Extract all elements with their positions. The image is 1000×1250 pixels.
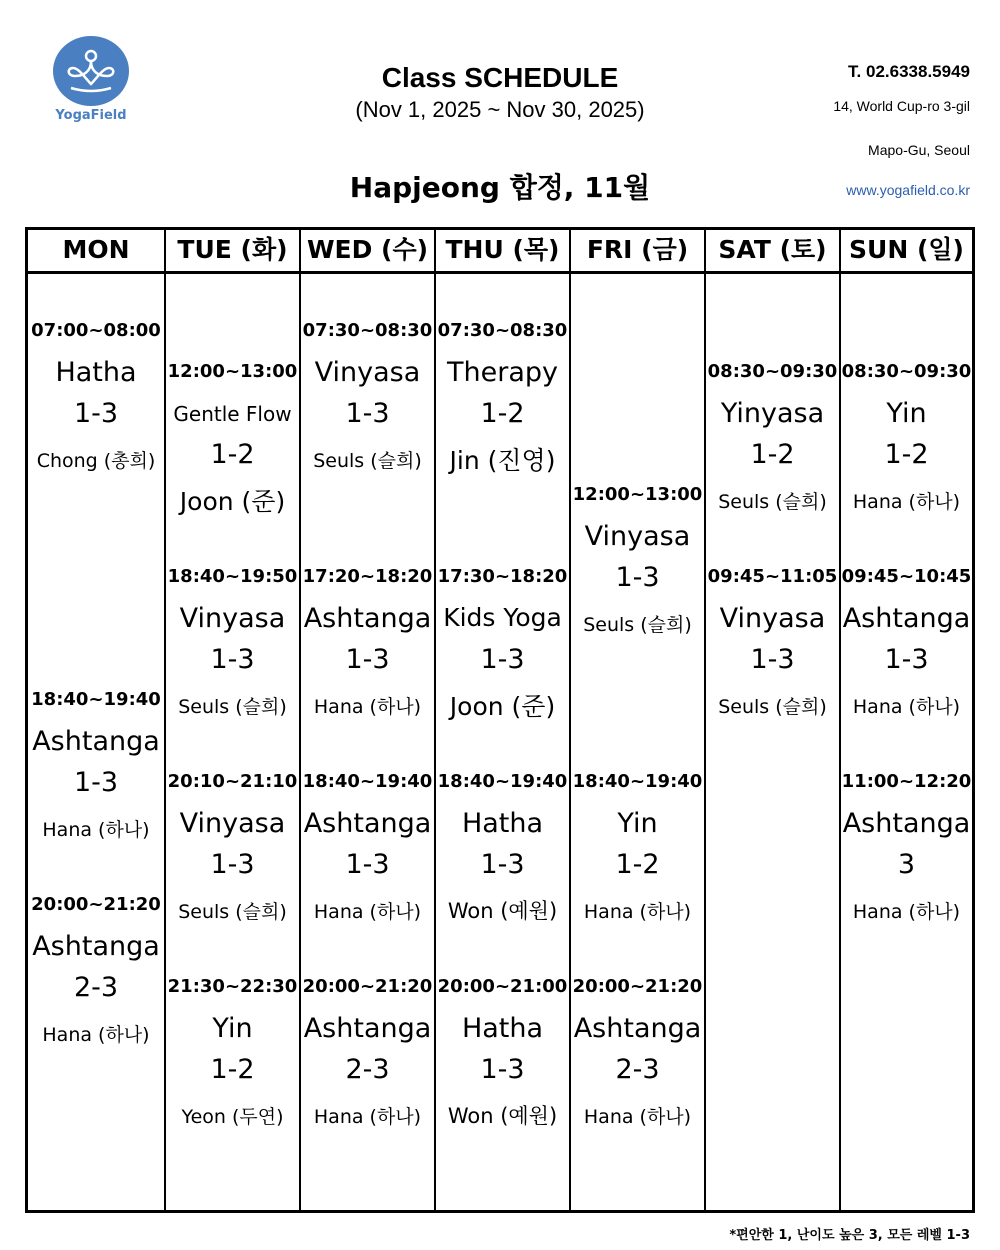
class-level: 1-3: [615, 562, 660, 593]
day-column-sun: [839, 230, 972, 1210]
class-instructor: Hana (하나): [583, 1106, 692, 1128]
class-instructor: Hana (하나): [852, 696, 961, 718]
class-level: 1-3: [480, 644, 525, 675]
class-instructor: Hana (하나): [42, 819, 150, 841]
class-level: 2-3: [73, 972, 119, 1003]
class-level: 1-2: [884, 439, 929, 470]
class-instructor: Joon (준): [449, 692, 556, 721]
class-instructor: Jin (진영): [449, 446, 556, 475]
day-header: FRI (금): [571, 230, 704, 274]
class-level: 1-3: [480, 1054, 525, 1085]
logo-text: YogaField: [55, 108, 127, 123]
class-level: 1-2: [750, 439, 795, 470]
class-instructor: Seuls (슬희): [718, 696, 827, 718]
class-name: Vinyasa: [584, 521, 691, 552]
schedule-period: (Nov 1, 2025 ~ Nov 30, 2025): [355, 97, 645, 122]
class-name: Yin: [886, 398, 927, 429]
class-instructor: Yeon (두연): [181, 1106, 284, 1128]
class-time: 12:00~13:00: [167, 361, 298, 382]
class-level: 1-2: [480, 398, 525, 429]
class-time: 20:10~21:10: [167, 771, 298, 792]
day-column-wed: [299, 230, 434, 1210]
class-name: Ashtanga: [32, 726, 160, 757]
schedule-grid: [25, 227, 975, 1213]
class-time: 18:40~19:40: [572, 771, 703, 792]
class-level: 1-3: [73, 767, 119, 798]
class-name: Ashtanga: [32, 931, 160, 962]
class-level: 1-3: [345, 849, 390, 880]
class-name: Ashtanga: [303, 1013, 432, 1044]
class-name: Yin: [212, 1013, 253, 1044]
class-time: 17:30~18:20: [437, 566, 568, 587]
class-instructor: Hana (하나): [313, 696, 422, 718]
class-time: 17:20~18:20: [302, 566, 433, 587]
level-footnote: *편안한 1, 난이도 높은 3, 모든 레벨 1-3: [729, 1228, 970, 1243]
class-time: 18:40~19:50: [167, 566, 298, 587]
day-header: THU (목): [436, 230, 569, 274]
class-instructor: Hana (하나): [852, 901, 961, 923]
class-time: 09:45~11:05: [707, 566, 838, 587]
phone-number: T. 02.6338.5949: [848, 62, 970, 81]
class-level: 1-3: [884, 644, 929, 675]
day-column-tue: [164, 230, 299, 1210]
class-name: Vinyasa: [719, 603, 826, 634]
class-instructor: Hana (하나): [42, 1024, 150, 1046]
class-level: 1-3: [210, 849, 255, 880]
class-time: 21:30~22:30: [167, 976, 298, 997]
day-header: MON: [28, 230, 164, 274]
class-name: Yin: [617, 808, 658, 839]
day-header: SAT (토): [706, 230, 839, 274]
class-instructor: Joon (준): [179, 487, 286, 516]
address-line-1: 14, World Cup-ro 3-gil: [833, 98, 970, 114]
class-name: Kids Yoga: [443, 603, 562, 632]
class-time: 08:30~09:30: [707, 361, 838, 382]
class-time: 07:00~08:00: [31, 320, 161, 341]
class-instructor: Hana (하나): [313, 1106, 422, 1128]
class-instructor: Seuls (슬희): [583, 614, 692, 636]
day-column-mon: [28, 230, 164, 1210]
class-level: 1-3: [210, 644, 255, 675]
class-name: Ashtanga: [842, 808, 971, 839]
class-name: Hatha: [55, 357, 137, 388]
class-name: Ashtanga: [303, 808, 432, 839]
class-level: 1-3: [73, 398, 119, 429]
class-instructor: Seuls (슬희): [178, 901, 287, 923]
day-header: TUE (화): [166, 230, 299, 274]
day-header: SUN (일): [841, 230, 972, 274]
class-instructor: Hana (하나): [852, 491, 961, 513]
class-time: 09:45~10:45: [841, 566, 972, 587]
class-name: Hatha: [461, 808, 544, 839]
class-name: Ashtanga: [303, 603, 432, 634]
class-name: Vinyasa: [179, 808, 286, 839]
class-time: 11:00~12:20: [841, 771, 972, 792]
class-instructor: Won (예원): [447, 899, 558, 923]
class-name: Yinyasa: [720, 398, 825, 429]
day-column-thu: [434, 230, 569, 1210]
class-time: 20:00~21:20: [572, 976, 703, 997]
class-instructor: Hana (하나): [583, 901, 692, 923]
class-level: 3: [897, 849, 916, 880]
class-level: 2-3: [615, 1054, 660, 1085]
class-time: 18:40~19:40: [437, 771, 568, 792]
class-name: Vinyasa: [179, 603, 286, 634]
day-column-fri: [569, 230, 704, 1210]
page-title: Class SCHEDULE: [381, 62, 619, 93]
class-level: 1-3: [345, 644, 390, 675]
branch-subtitle: Hapjeong 합정, 11월: [349, 171, 651, 204]
day-header: WED (수): [301, 230, 434, 274]
class-instructor: Chong (총희): [36, 450, 156, 472]
class-time: 18:40~19:40: [31, 689, 161, 710]
website-link[interactable]: www.yogafield.co.kr: [846, 182, 970, 198]
class-time: 07:30~08:30: [437, 320, 568, 341]
class-name: Therapy: [447, 357, 558, 388]
class-instructor: Hana (하나): [313, 901, 422, 923]
class-level: 1-2: [210, 1054, 255, 1085]
class-time: 12:00~13:00: [572, 484, 703, 505]
class-time: 20:00~21:20: [302, 976, 433, 997]
class-level: 1-3: [750, 644, 795, 675]
class-level: 1-2: [615, 849, 660, 880]
class-time: 18:40~19:40: [302, 771, 433, 792]
address-line-2: Mapo-Gu, Seoul: [868, 142, 970, 158]
class-level: 2-3: [345, 1054, 390, 1085]
class-time: 20:00~21:20: [31, 894, 161, 915]
logo: [50, 36, 132, 123]
class-instructor: Seuls (슬희): [718, 491, 827, 513]
class-name: Ashtanga: [573, 1013, 702, 1044]
class-instructor: Won (예원): [447, 1104, 558, 1128]
class-level: 1-3: [480, 849, 525, 880]
class-level: 1-3: [345, 398, 390, 429]
class-name: Gentle Flow: [173, 402, 292, 426]
class-instructor: Seuls (슬희): [178, 696, 287, 718]
contact-info: [833, 62, 970, 198]
class-time: 08:30~09:30: [841, 361, 972, 382]
day-column-sat: [704, 230, 839, 1210]
class-time: 07:30~08:30: [302, 320, 433, 341]
class-time: 20:00~21:00: [437, 976, 568, 997]
class-instructor: Seuls (슬희): [313, 450, 422, 472]
yoga-figure-icon: [53, 36, 129, 106]
class-name: Vinyasa: [314, 357, 421, 388]
class-name: Hatha: [461, 1013, 544, 1044]
class-name: Ashtanga: [842, 603, 971, 634]
class-level: 1-2: [210, 439, 255, 470]
